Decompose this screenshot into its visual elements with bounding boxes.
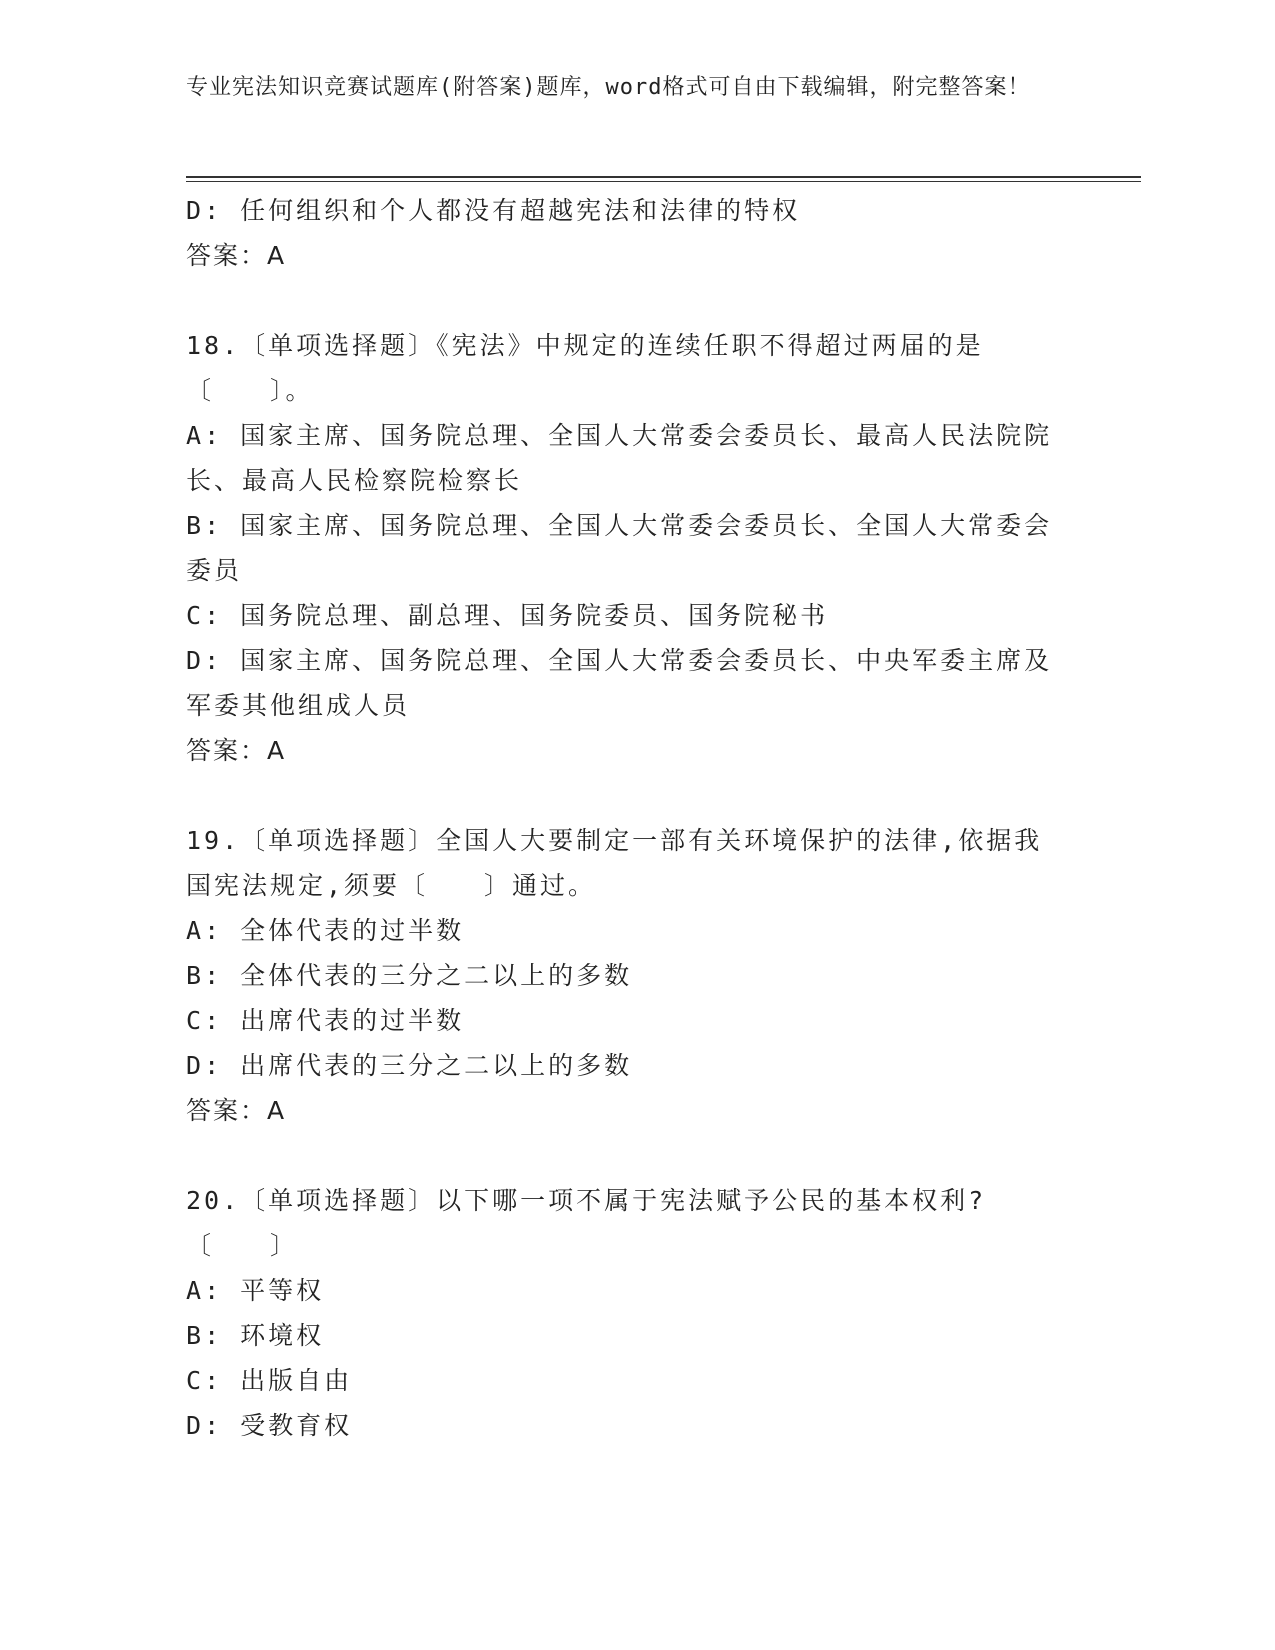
answer-line: 答案：A [186,1096,287,1125]
question-number: 19. [186,826,241,855]
option-text: 出版自由 [240,1366,353,1395]
option-label: C [186,1366,205,1395]
option-b: B: 国家主席、国务院总理、全国人大常委会委员长、全国人大常委会委员 [186,511,1053,585]
option-text: 全体代表的三分之二以上的多数 [240,961,633,990]
question-text: 〔单项选择题〕《宪法》中规定的连续任职不得超过两届的是〔 〕。 [186,331,984,405]
option-label: B [186,511,205,540]
option-label: C [186,601,205,630]
question-18 [186,323,1066,773]
option-text: 全体代表的过半数 [240,916,465,945]
option-label: D [186,1411,205,1440]
option-label: D [186,196,205,225]
option-text: 出席代表的过半数 [240,1006,465,1035]
question-number: 20. [186,1186,241,1215]
option-text: 国务院总理、副总理、国务院委员、国务院秘书 [240,601,829,630]
option-text: 国家主席、国务院总理、全国人大常委会委员长、中央军委主席及军委其他组成人员 [186,646,1053,720]
option-label: A [186,916,205,945]
header-rule-thin [186,181,1141,182]
option-label: A [186,421,205,450]
option-a: A: 全体代表的过半数 [186,916,465,945]
option-d: D: 国家主席、国务院总理、全国人大常委会委员长、中央军委主席及军委其他组成人员 [186,646,1053,720]
option-text: 环境权 [240,1321,325,1350]
option-b: B: 全体代表的三分之二以上的多数 [186,961,633,990]
question-stem [186,323,1066,413]
option-label: A [186,1276,205,1305]
option-c: C: 出席代表的过半数 [186,1006,465,1035]
prev-question-tail [186,188,1066,278]
question-20 [186,1178,1066,1448]
option-a: A: 平等权 [186,1276,325,1305]
option-label: D [186,1051,205,1080]
option-c: C: 国务院总理、副总理、国务院委员、国务院秘书 [186,601,829,630]
question-19 [186,818,1066,1133]
option-label: D [186,646,205,675]
option-b: B: 环境权 [186,1321,325,1350]
option-text: 出席代表的三分之二以上的多数 [240,1051,633,1080]
page-header [186,72,1066,103]
option-a: A: 国家主席、国务院总理、全国人大常委会委员长、最高人民法院院长、最高人民检察院检察长 [186,421,1053,495]
option-text: 任何组织和个人都没有超越宪法和法律的特权 [240,196,801,225]
question-stem [186,1178,1066,1268]
question-stem [186,818,1066,908]
answer-line: 答案：A [186,241,287,270]
option-text: 国家主席、国务院总理、全国人大常委会委员长、全国人大常委会委员 [186,511,1053,585]
question-text: 〔单项选择题〕全国人大要制定一部有关环境保护的法律,依据我国宪法规定,须要〔 〕通过。 [186,826,1043,900]
option-label: B [186,1321,205,1350]
header-title: 专业宪法知识竞赛试题库(附答案)题库，word格式可自由下载编辑，附完整答案！ [186,75,1031,100]
option-d: D: 出席代表的三分之二以上的多数 [186,1051,633,1080]
option-d: D: 任何组织和个人都没有超越宪法和法律的特权 [186,196,801,225]
question-content [186,188,1066,1448]
question-number: 18. [186,331,241,360]
option-text: 平等权 [240,1276,325,1305]
option-c: C: 出版自由 [186,1366,353,1395]
option-label: B [186,961,205,990]
option-label: C [186,1006,205,1035]
answer-line: 答案：A [186,736,287,765]
option-text: 国家主席、国务院总理、全国人大常委会委员长、最高人民法院院长、最高人民检察院检察长 [186,421,1053,495]
option-d: D: 受教育权 [186,1411,353,1440]
option-text: 受教育权 [240,1411,353,1440]
header-rule-thick [186,176,1141,178]
question-text: 〔单项选择题〕以下哪一项不属于宪法赋予公民的基本权利?〔 〕 [186,1186,987,1260]
